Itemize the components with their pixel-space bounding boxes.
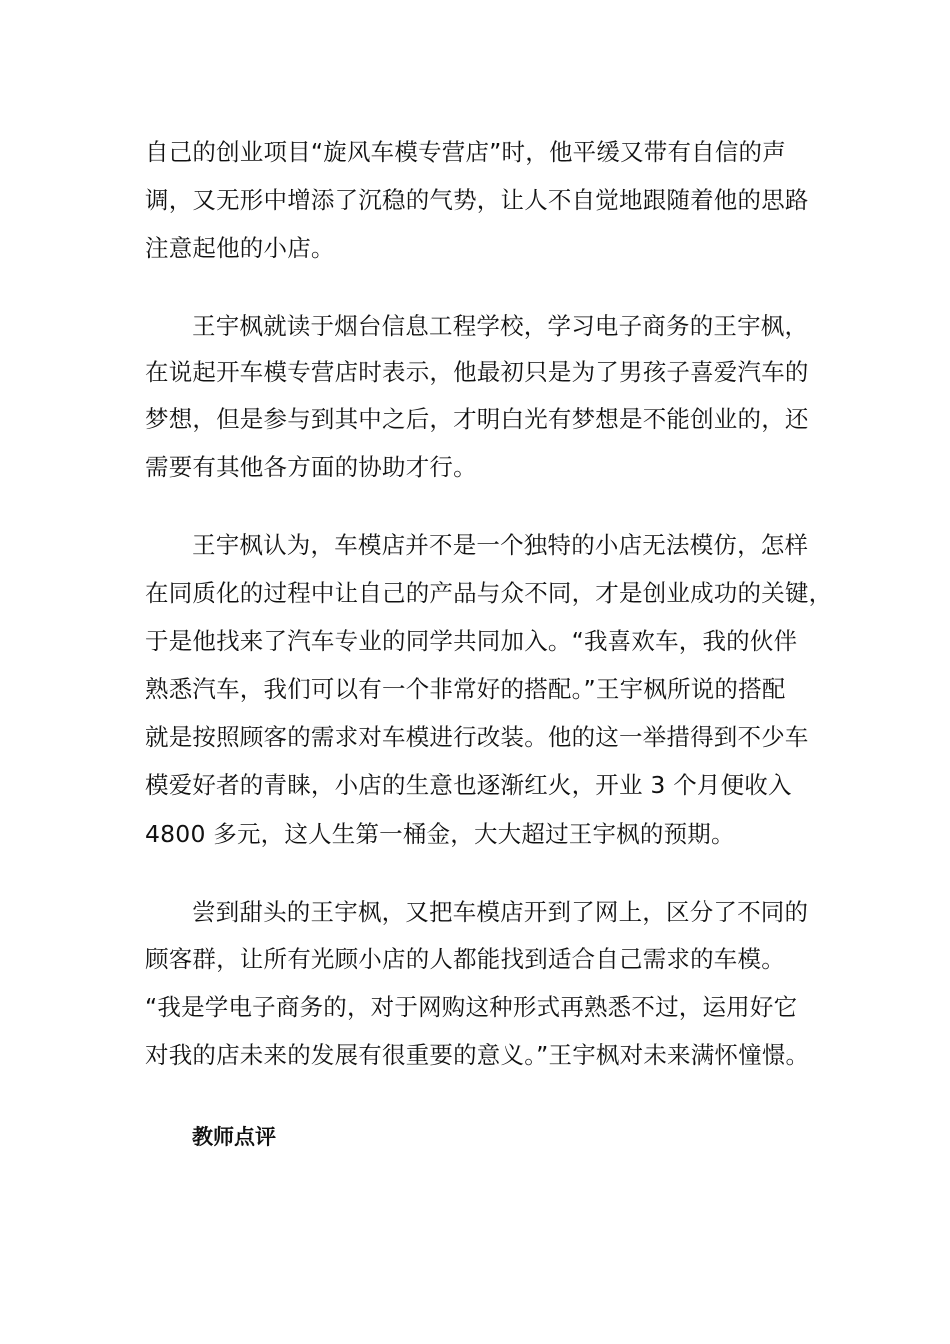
paragraph-2-line-1: 王宇枫就读于烟台信息工程学校，学习电子商务的王宇枫，	[192, 312, 809, 340]
paragraph-3-line-1: 王宇枫认为，车模店并不是一个独特的小店无法模仿，怎样	[192, 531, 809, 559]
paragraph-3-line-4: 熟悉汽车，我们可以有一个非常好的搭配。”王宇枫所说的搭配	[145, 675, 786, 703]
paragraph-4-line-4: 对我的店未来的发展有很重要的意义。”王宇枫对未来满怀憧憬。	[145, 1041, 810, 1069]
paragraph-2-line-2: 在说起开车模专营店时表示，他最初只是为了男孩子喜爱汽车的	[145, 358, 809, 386]
paragraph-4-line-2: 顾客群，让所有光顾小店的人都能找到适合自己需求的车模。	[145, 945, 785, 973]
paragraph-3-line-3: 于是他找来了汽车专业的同学共同加入。“我喜欢车，我的伙伴	[145, 627, 798, 655]
paragraph-4-line-1: 尝到甜头的王宇枫，又把车模店开到了网上，区分了不同的	[192, 898, 809, 926]
paragraph-3-line-2: 在同质化的过程中让自己的产品与众不同，才是创业成功的关键，	[145, 579, 833, 607]
paragraph-3-line-6: 模爱好者的青睐，小店的生意也逐渐红火，开业 3 个月便收入	[145, 771, 792, 799]
paragraph-1-line-3: 注意起他的小店。	[145, 234, 335, 262]
paragraph-1-line-1: 自己的创业项目“旋风车模专营店”时，他平缓又带有自信的声	[145, 138, 786, 166]
paragraph-2-line-3: 梦想，但是参与到其中之后，才明白光有梦想是不能创业的，还	[145, 405, 809, 433]
paragraph-3-line-7: 4800 多元，这人生第一桶金，大大超过王宇枫的预期。	[145, 820, 735, 848]
paragraph-2-line-4: 需要有其他各方面的协助才行。	[145, 453, 477, 481]
paragraph-1-line-2: 调，又无形中增添了沉稳的气势，让人不自觉地跟随着他的思路	[145, 186, 809, 214]
paragraph-4-line-3: “我是学电子商务的，对于网购这种形式再熟悉不过，运用好它	[145, 993, 798, 1021]
paragraph-3-line-5: 就是按照顾客的需求对车模进行改装。他的这一举措得到不少车	[145, 723, 809, 751]
section-heading: 教师点评	[192, 1125, 276, 1149]
